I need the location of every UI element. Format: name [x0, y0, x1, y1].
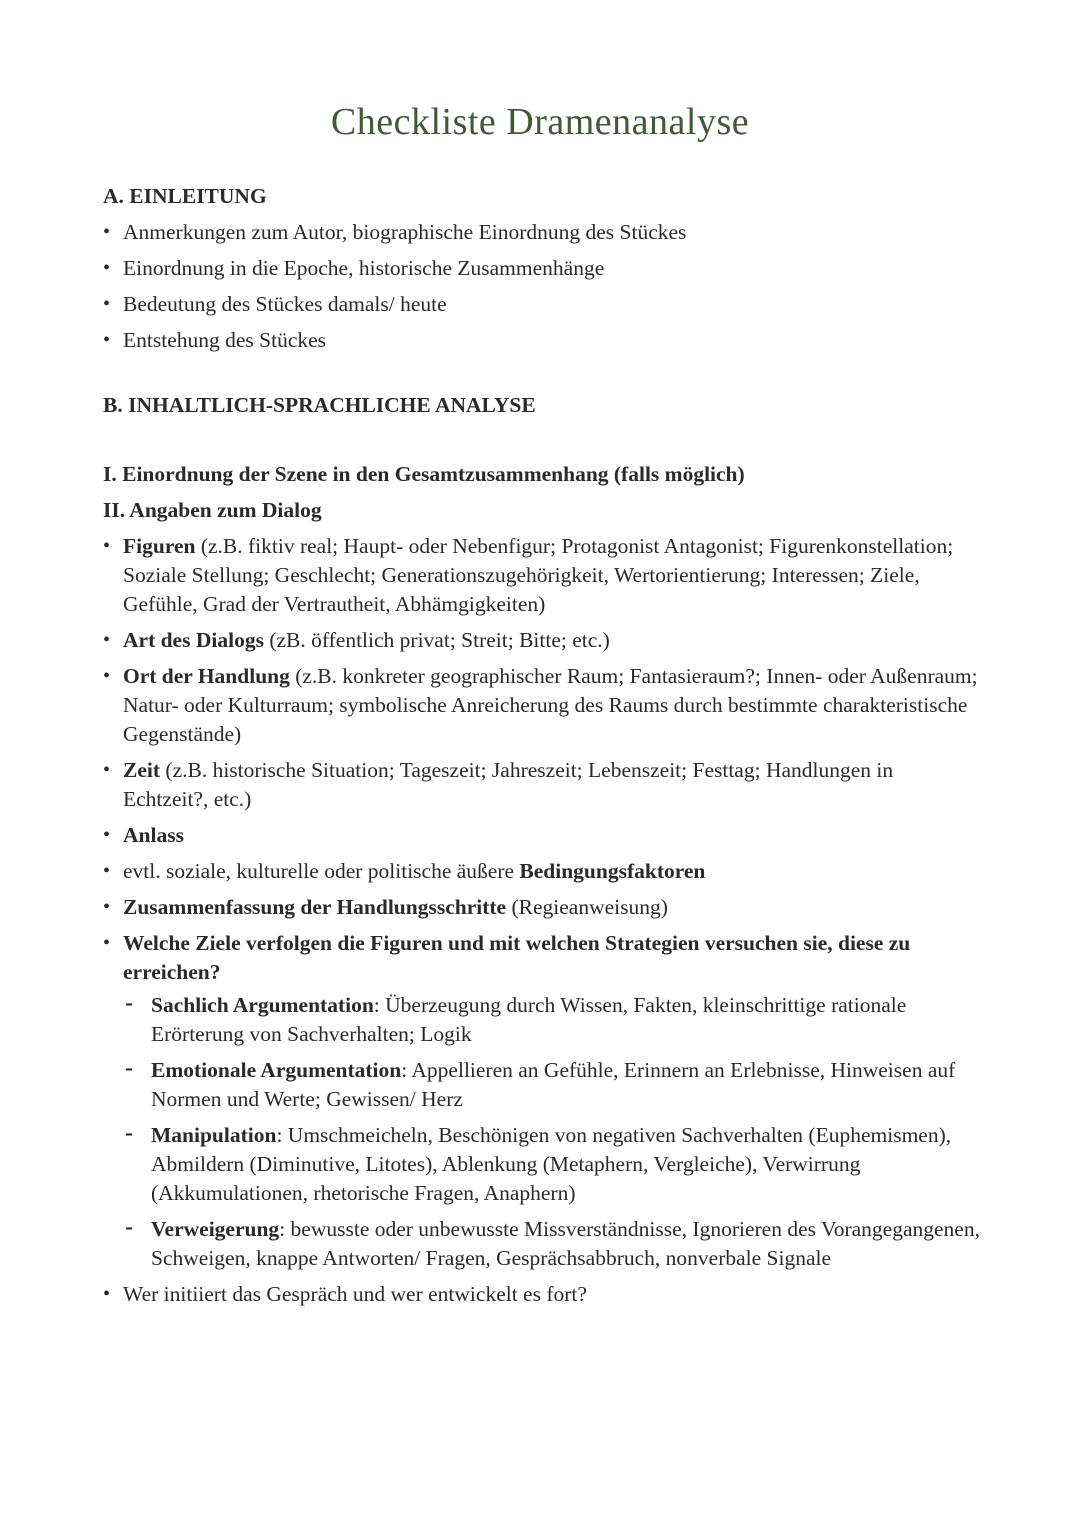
- strategy-text: : Umschmeicheln, Beschönigen von negativen Sachverhalten (Euphemismen), Abmildern (Diminutive, Litotes), Ablenkung (Metaphern, Vergleiche), Verwirrung (Akkumulationen, rhetorische Fragen, Anaphern): [151, 1123, 952, 1205]
- item-text: (z.B. konkreter geographischer Raum; Fantasieraum?; Innen- oder Außenraum; Natur- oder Kulturraum; symbolische Anreicherung des Raums durch bestimmte charakteristische Gegenstände): [123, 664, 978, 746]
- item-term: Anlass: [123, 823, 184, 847]
- list-item: • Einordnung in die Epoche, historische Zusammenhänge: [103, 254, 983, 283]
- item-term: Welche Ziele verfolgen die Figuren und mit welchen Strategien versuchen sie, diese zu erreichen?: [123, 931, 911, 984]
- subheading-dialog: II. Angaben zum Dialog: [103, 498, 322, 522]
- strategy-term: Sachlich Argumentation: [151, 993, 374, 1017]
- list-item-zusammenfassung: [103, 893, 983, 922]
- list-item-zeit: [103, 756, 983, 814]
- subheading-einordnung: I. Einordnung der Szene in den Gesamtzusammenhang (falls möglich): [103, 462, 745, 486]
- strategy-text: : bewusste oder unbewusste Missverständnisse, Ignorieren des Vorangegangenen, Schweigen, knappe Antworten/ Fragen, Gesprächsabbruch, nonverbale Signale: [151, 1217, 980, 1270]
- strategy-term: Verweigerung: [151, 1217, 280, 1241]
- strategy-text: : Appellieren an Gefühle, Erinnern an Erlebnisse, Hinweisen auf Normen und Werte; Gewissen/ Herz: [151, 1058, 956, 1111]
- item-term: Zeit: [123, 758, 161, 782]
- list-item-figuren: [103, 532, 983, 619]
- list-item-dialog: [103, 626, 983, 655]
- list-item-anlass: [103, 821, 983, 850]
- strategy-text: : Überzeugung durch Wissen, Fakten, kleinschrittige rationale Erörterung von Sachverhalten; Logik: [151, 993, 907, 1046]
- strategy-manipulation: [123, 1121, 983, 1208]
- item-term: Zusammenfassung der Handlungsschritte: [123, 895, 507, 919]
- section-a-heading: A. EINLEITUNG: [103, 184, 267, 208]
- item-term: Ort der Handlung: [123, 664, 290, 688]
- item-term: Bedingungsfaktoren: [519, 859, 706, 883]
- list-item-ziele: [103, 929, 983, 1273]
- dialog-list: [103, 532, 983, 1309]
- section-b-heading: B. INHALTLICH-SPRACHLICHE ANALYSE: [103, 393, 536, 417]
- item-term: Figuren: [123, 534, 196, 558]
- strategy-sachlich: [123, 991, 983, 1049]
- strategy-list: [123, 991, 983, 1273]
- section-a-list: [103, 218, 983, 355]
- document-content: [103, 182, 983, 1316]
- list-item-wer: • Wer initiiert das Gespräch und wer entwickelt es fort?: [103, 1280, 983, 1309]
- list-item: • Entstehung des Stückes: [103, 326, 983, 355]
- strategy-term: Emotionale Argumentation: [151, 1058, 402, 1082]
- list-item-bedingung: [103, 857, 983, 886]
- item-text: (Regieanweisung): [506, 895, 668, 919]
- strategy-verweigerung: [123, 1215, 983, 1273]
- item-text: (z.B. fiktiv real; Haupt- oder Nebenfigur; Protagonist Antagonist; Figurenkonstellation; Soziale Stellung; Geschlecht; Generationszugehörigkeit, Wertorientierung; Interessen; Ziele, Gefühle, Grad der Vertrautheit, Abhämgigkeiten): [123, 534, 954, 616]
- item-term: Art des Dialogs: [123, 628, 264, 652]
- strategy-term: Manipulation: [151, 1123, 277, 1147]
- list-item: • Anmerkungen zum Autor, biographische Einordnung des Stückes: [103, 218, 983, 247]
- page-title: Checkliste Dramenanalyse: [330, 101, 750, 143]
- list-item-ort: [103, 662, 983, 749]
- item-text: (z.B. historische Situation; Tageszeit; Jahreszeit; Lebenszeit; Festtag; Handlungen in Echtzeit?, etc.): [123, 758, 894, 811]
- item-text: evtl. soziale, kulturelle oder politische äußere: [123, 859, 520, 883]
- item-text: (zB. öffentlich privat; Streit; Bitte; etc.): [263, 628, 610, 652]
- list-item: • Bedeutung des Stückes damals/ heute: [103, 290, 983, 319]
- strategy-emotional: [123, 1056, 983, 1114]
